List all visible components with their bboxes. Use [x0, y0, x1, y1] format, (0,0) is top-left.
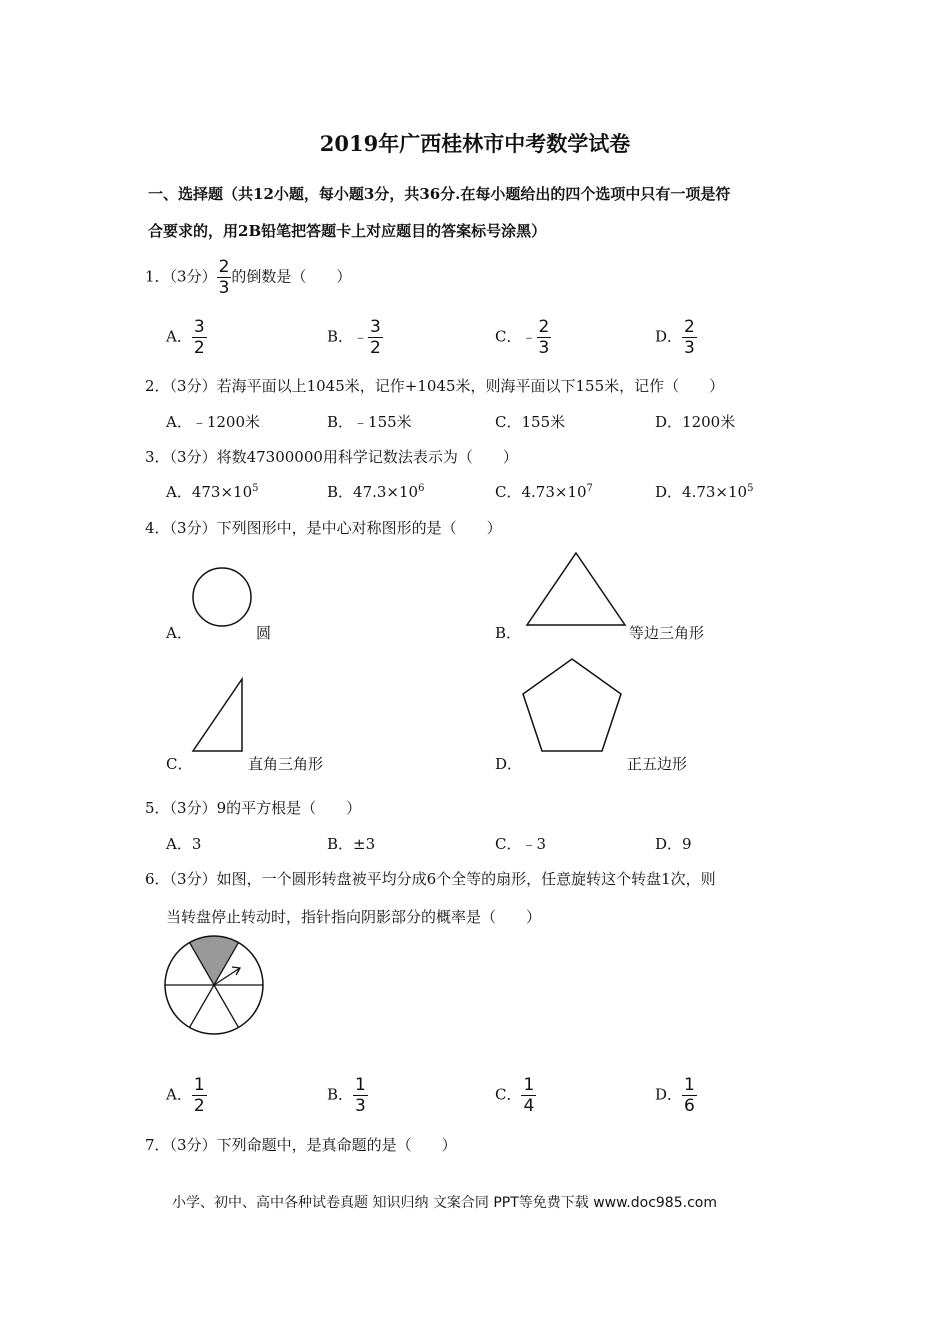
shaded-sector: [190, 936, 239, 985]
question-6-line-2: 当转盘停止转动时，指针指向阴影部分的概率是（ ）: [166, 908, 542, 926]
circle-figure: [190, 565, 255, 630]
question-4-option-a-label: A．: [166, 624, 192, 642]
section-heading-line-2: 合要求的，用2B铅笔把答题卡上对应题目的答案标号涂黑）: [148, 222, 547, 240]
question-6-option-a: A． $\frac{1}{2}$: [166, 1075, 205, 1116]
question-3-option-c: C．$4.73\times 10^7$: [495, 483, 593, 501]
question-1-option-a: A． $\frac{3}{2}$: [166, 317, 205, 358]
regular-pentagon-figure: [520, 656, 625, 756]
question-3: 3．（3分）将数47300000用科学记数法表示为（ ）: [145, 448, 518, 466]
question-4-option-c-caption: 直角三角形: [248, 755, 324, 773]
page-title: 2019年广西桂林市中考数学试卷: [319, 131, 631, 156]
question-6-option-c: C． $\frac{1}{4}$: [495, 1075, 535, 1116]
question-1-option-c: C．﹣ $\frac{2}{3}$: [495, 317, 550, 358]
question-6-option-b: B． $\frac{1}{3}$: [327, 1075, 366, 1116]
question-6-option-d: D． $\frac{1}{6}$: [655, 1075, 695, 1116]
question-5-option-a: A．3: [166, 835, 202, 853]
question-4-option-a-caption: 圆: [256, 624, 272, 642]
page-footer: 小学、初中、高中各种试卷真题 知识归纳 文案合同 PPT等免费下载 www.doc985.com: [172, 1195, 717, 1211]
spinner-figure: [162, 933, 266, 1037]
question-4-option-d-label: D．: [495, 755, 523, 773]
question-2-option-c: C．155米: [495, 413, 566, 431]
question-5-option-c: C．﹣3: [495, 835, 547, 853]
question-7: 7．（3分）下列命题中，是真命题的是（ ）: [145, 1136, 457, 1154]
question-1-suffix: 的倒数是（ ）: [231, 267, 352, 286]
question-2-option-b: B．﹣155米: [327, 413, 412, 431]
question-5: 5．（3分）9的平方根是（ ）: [145, 799, 362, 817]
question-4: 4．（3分）下列图形中，是中心对称图形的是（ ）: [145, 519, 502, 537]
question-3-option-a: A．$473\times 10^5$: [166, 483, 259, 501]
equilateral-triangle-figure: [525, 550, 630, 630]
question-4-option-d-caption: 正五边形: [627, 755, 688, 773]
question-2-option-d: D．1200米: [655, 413, 736, 431]
question-1-option-d: D． $\frac{2}{3}$: [655, 317, 695, 358]
question-1: [145, 258, 351, 297]
question-3-option-b: B．$47.3\times 10^6$: [327, 483, 425, 501]
section-heading-line-1: 一、选择题（共12小题，每小题3分，共36分.在每小题给出的四个选项中只有一项是符: [148, 185, 731, 203]
question-3-option-d: D．$4.73\times 10^5$: [655, 483, 754, 501]
question-2-option-a: A．﹣1200米: [166, 413, 261, 431]
question-5-option-d: D．9: [655, 835, 692, 853]
question-1-fraction: $\frac{2}{3}$: [218, 257, 230, 298]
question-5-option-b: B．±3: [327, 835, 376, 853]
question-4-option-b-label: B．: [495, 624, 522, 642]
right-triangle-figure: [190, 677, 250, 755]
question-1-option-b: B．﹣ $\frac{3}{2}$: [327, 317, 381, 358]
question-2: 2．（3分）若海平面以上1045米，记作+1045米，则海平面以下155米，记作（ ）: [145, 377, 725, 395]
question-4-option-b-caption: 等边三角形: [629, 624, 705, 642]
question-1-prefix: 1．（3分）: [145, 267, 217, 286]
question-6-line-1: 6．（3分）如图，一个圆形转盘被平均分成6个全等的扇形，任意旋转这个转盘1次，则: [145, 870, 716, 888]
question-4-option-c-label: C．: [166, 755, 193, 773]
